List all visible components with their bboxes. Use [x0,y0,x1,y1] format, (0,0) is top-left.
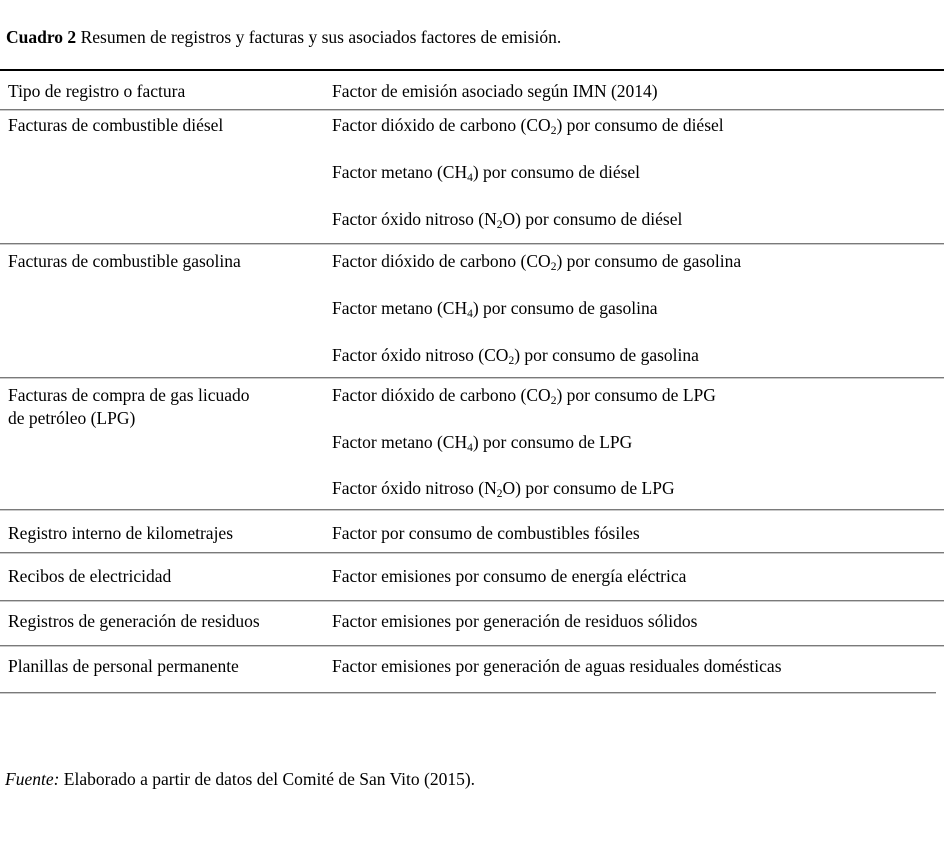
table-row-rule [0,600,944,601]
table-row: Registros de generación de residuos [8,611,260,631]
factor-text-tail: O) por consumo de LPG [502,478,675,498]
factor-subscript: 2 [508,355,515,368]
table-row-continuation: de petróleo (LPG) [8,408,136,428]
table-cell-factor: Factor emisiones por consumo de energía eléctrica [332,566,687,586]
table-row: Planillas de personal permanente [8,656,239,676]
table-caption-label: Cuadro 2 [6,27,77,47]
table-row: Registro interno de kilometrajes [8,523,234,543]
factor-subscript: 2 [496,488,503,501]
table-cell-factor: Factor emisiones por generación de residuos sólidos [332,611,698,631]
table-source-note [5,768,475,790]
table-row-rule [0,377,944,378]
factor-text: Factor dióxido de carbono (CO [332,385,551,405]
table-top-rule [0,69,944,71]
factor-text: Factor dióxido de carbono (CO [332,115,551,135]
factor-subscript: 2 [550,261,557,274]
table-header-rule [0,109,944,110]
table-cell-factor [332,384,716,407]
table-cell-factor: Factor por consumo de combustibles fósiles [332,523,640,543]
table-header-type: Tipo de registro o factura [8,81,186,101]
factor-subscript: 4 [467,172,473,185]
table-cell-factor [332,477,675,500]
table-cell-factor [332,250,741,273]
table-header-factor: Factor de emisión asociado según IMN (2014) [332,81,658,101]
table-caption [6,26,561,48]
table-row-rule [0,243,944,244]
table-cell-factor [332,431,632,454]
factor-text-tail: ) por consumo de gasolina [514,345,699,365]
factor-text: Factor metano (CH [332,162,468,182]
factor-subscript: 4 [467,308,473,321]
source-label: Fuente: [5,769,60,789]
factor-text-tail: ) por consumo de LPG [472,432,633,452]
table-row-rule [0,552,944,553]
factor-text: Factor óxido nitroso (N [332,478,497,498]
factor-text: Factor óxido nitroso (N [332,209,497,229]
table-row: Facturas de combustible gasolina [8,251,241,271]
factor-text: Factor dióxido de carbono (CO [332,251,551,271]
factor-text-tail: ) por consumo de gasolina [556,251,742,271]
table-row: Facturas de compra de gas licuado [8,385,250,405]
factor-text-tail: O) por consumo de diésel [502,209,683,229]
factor-subscript: 4 [467,442,473,455]
table-bottom-rule [0,692,936,693]
table-row: Recibos de electricidad [8,566,172,586]
factor-subscript: 2 [550,395,557,408]
table-row-rule [0,509,944,510]
source-text: Elaborado a partir de datos del Comité de San Vito (2015). [63,769,476,789]
table-cell-factor: Factor emisiones por generación de aguas residuales domésticas [332,656,782,676]
table-row-rule [0,645,944,646]
factor-text: Factor óxido nitroso (CO [332,345,509,365]
factor-text-tail: ) por consumo de diésel [556,115,724,135]
factor-subscript: 2 [496,219,503,232]
factor-subscript: 2 [550,125,557,138]
factor-text: Factor metano (CH [332,432,468,452]
table-cell-factor [332,208,682,231]
factor-text: Factor metano (CH [332,298,468,318]
factor-text-tail: ) por consumo de diésel [472,162,641,182]
table-cell-factor [332,161,640,184]
table-caption-text: Resumen de registros y facturas y sus asociados factores de emisión. [80,27,562,47]
table-cell-factor [332,114,724,137]
table-row: Facturas de combustible diésel [8,115,224,135]
factor-text-tail: ) por consumo de gasolina [472,298,658,318]
table-cell-factor [332,344,699,367]
table-cell-factor [332,297,658,320]
factor-text-tail: ) por consumo de LPG [556,385,716,405]
